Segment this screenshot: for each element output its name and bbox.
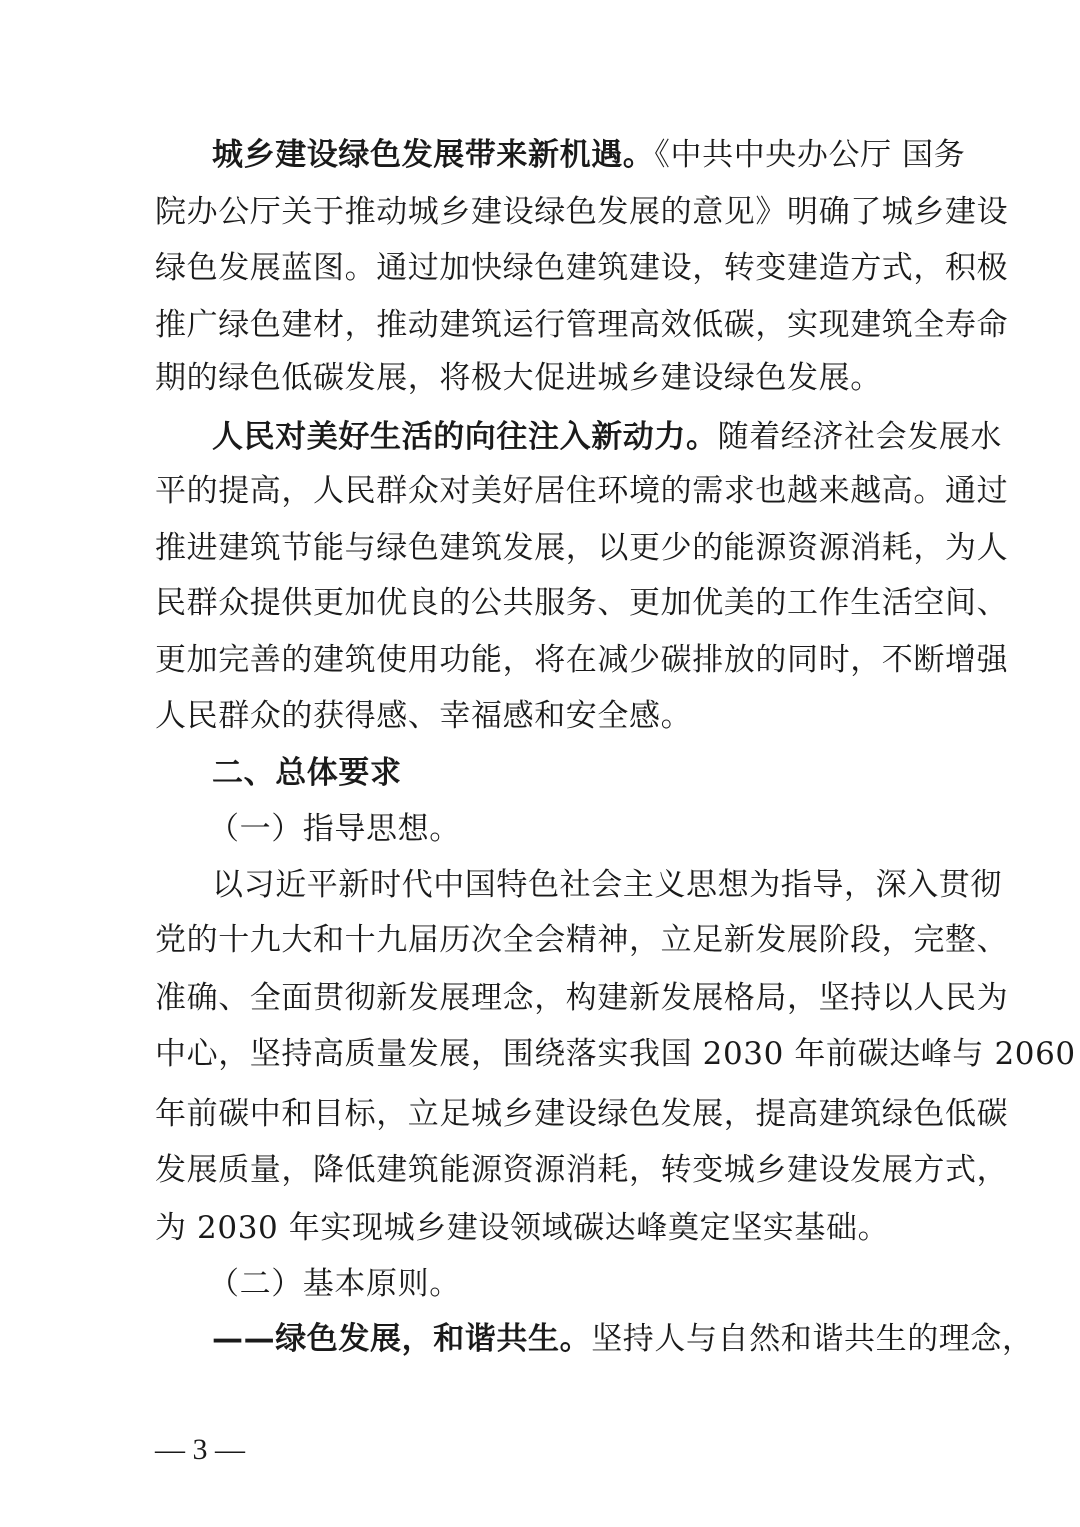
paragraph-1-line-4: 推广绿色建材，推动建筑运行管理高效低碳，实现建筑全寿命 <box>155 307 1009 343</box>
paragraph-2-line-4: 民群众提供更加优良的公共服务、更加优美的工作生活空间、 <box>155 585 1009 621</box>
guiding-line-5: 年前碳中和目标，立足城乡建设绿色发展，提高建筑绿色低碳 <box>155 1096 1009 1132</box>
guiding-line-6: 发展质量，降低建筑能源资源消耗，转变城乡建设发展方式， <box>155 1152 1009 1188</box>
guiding-line-3: 准确、全面贯彻新发展理念，构建新发展格局，坚持以人民为 <box>155 980 1009 1016</box>
principle-1-lead: ——绿色发展，和谐共生。 <box>212 1321 592 1357</box>
page-number: — 3 — <box>155 1433 245 1466</box>
subsection-heading-1: （一）指导思想。 <box>208 811 461 847</box>
paragraph-2-lead: 人民对美好生活的向往注入新动力。 <box>212 419 718 455</box>
paragraph-2-line-5: 更加完善的建筑使用功能，将在减少碳排放的同时，不断增强 <box>155 642 1009 678</box>
principle-1-line <box>212 1319 1034 1359</box>
guiding-line-4: 中心，坚持高质量发展，围绕落实我国 2030 年前碳达峰与 2060 <box>155 1036 1076 1072</box>
paragraph-1-line-3: 绿色发展蓝图。通过加快绿色建筑建设，转变建造方式，积极 <box>155 250 1009 286</box>
section-heading: 二、总体要求 <box>212 755 402 791</box>
paragraph-1-line-5: 期的绿色低碳发展，将极大促进城乡建设绿色发展。 <box>155 360 882 396</box>
paragraph-1-text: 《中共中央办公厅 国务 <box>654 137 966 173</box>
paragraph-2-line-3: 推进建筑节能与绿色建筑发展，以更少的能源资源消耗，为人 <box>155 530 1009 566</box>
paragraph-1-line-2: 院办公厅关于推动城乡建设绿色发展的意见》明确了城乡建设 <box>155 194 1009 230</box>
paragraph-1-lead: 城乡建设绿色发展带来新机遇。 <box>212 137 655 173</box>
paragraph-2-line-1 <box>212 417 1003 457</box>
paragraph-1-line-1 <box>212 135 982 175</box>
principle-1-text: 坚持人与自然和谐共生的理念， <box>591 1321 1034 1357</box>
paragraph-2-line-6: 人民群众的获得感、幸福感和安全感。 <box>155 698 693 734</box>
guiding-line-2: 党的十九大和十九届历次全会精神，立足新发展阶段，完整、 <box>155 922 1009 958</box>
guiding-line-1: 以习近平新时代中国特色社会主义思想为指导，深入贯彻 <box>212 867 1002 903</box>
guiding-line-7: 为 2030 年实现城乡建设领域碳达峰奠定坚实基础。 <box>155 1210 890 1246</box>
paragraph-2-line-2: 平的提高，人民群众对美好居住环境的需求也越来越高。通过 <box>155 473 1009 509</box>
paragraph-2-text: 随着经济社会发展水 <box>717 419 1003 455</box>
subsection-heading-2: （二）基本原则。 <box>208 1266 461 1302</box>
